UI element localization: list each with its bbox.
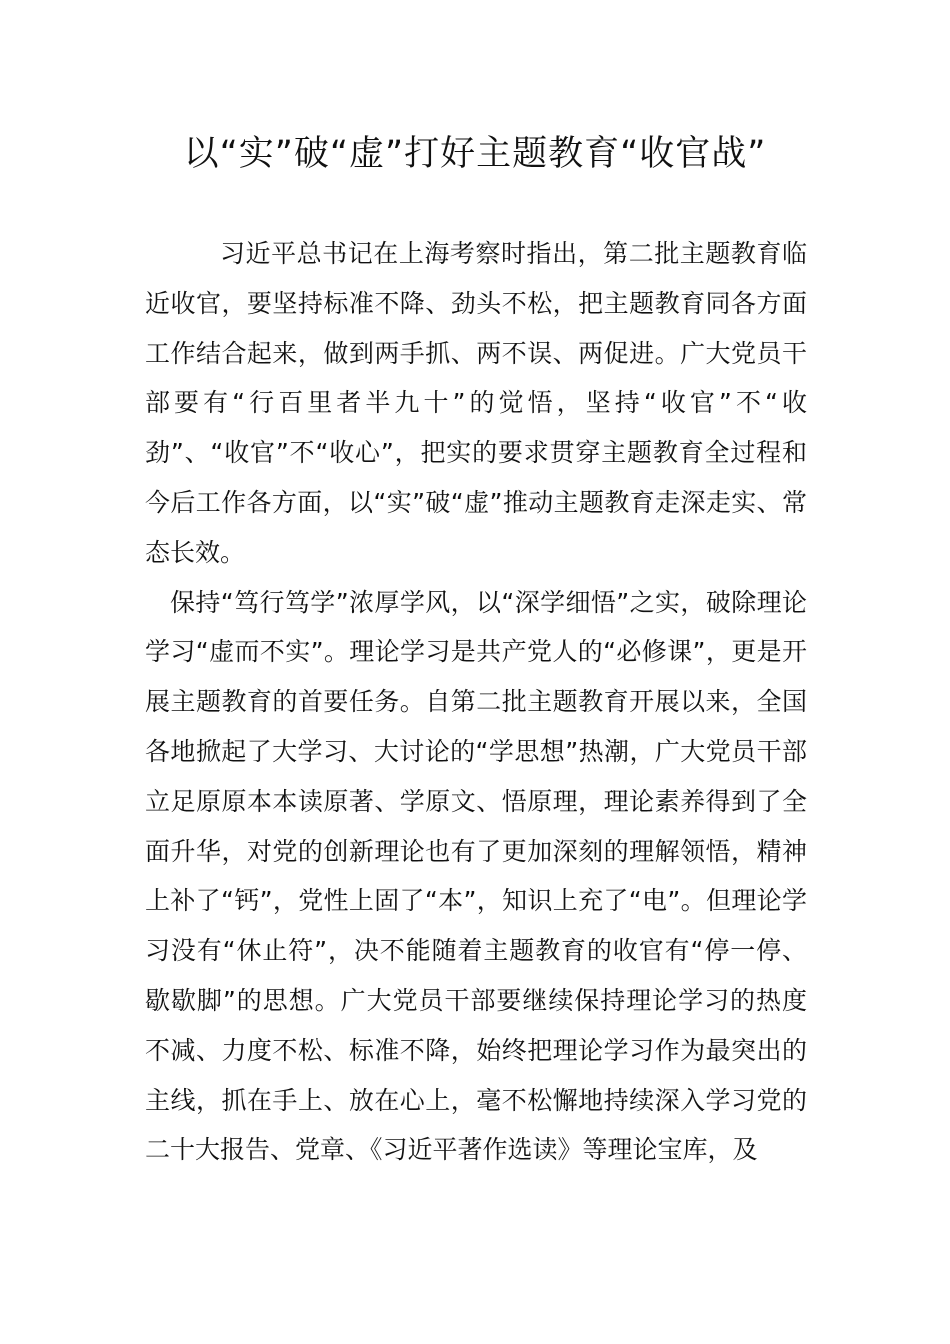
- paragraph-2: 保持“笃行笃学”浓厚学风，以“深学细悟”之实，破除理论学习“虚而不实”。理论学习是共产党人的“必修课”，更是开展主题教育的首要任务。自第二批主题教育开展以来，全国各地掀起了大学习、大讨论的“学思想”热潮，广大党员干部立足原原本本读原著、学原文、悟原理，理论素养得到了全面升华，对党的创新理论也有了更加深刻的理解领悟，精神上补了“钙”，党性上固了“本”，知识上充了“电”。但理论学习没有“休止符”，决不能随着主题教育的收官有“停一停、歇歇脚”的思想。广大党员干部要继续保持理论学习的热度不减、力度不松、标准不降，始终把理论学习作为最突出的主线，抓在手上、放在心上，毫不松懈地持续深入学习党的二十大报告、党章、《习近平著作选读》等理论宝库，及: [145, 587, 807, 1165]
- document-title: 以“实”破“虚”打好主题教育“收官战”: [183, 134, 767, 174]
- paragraph-1: 习近平总书记在上海考察时指出，第二批主题教育临近收官，要坚持标准不降、劲头不松，把主题教育同各方面工作结合起来，做到两手抓、两不误、两促进。广大党员干部要有“行百里者半九十”的觉悟，坚持“收官”不“收劲”、“收官”不“收心”，把实的要求贯穿主题教育全过程和今后工作各方面，以“实”破“虚”推动主题教育走深走实、常态长效。: [145, 239, 807, 567]
- document-body: [145, 229, 807, 1175]
